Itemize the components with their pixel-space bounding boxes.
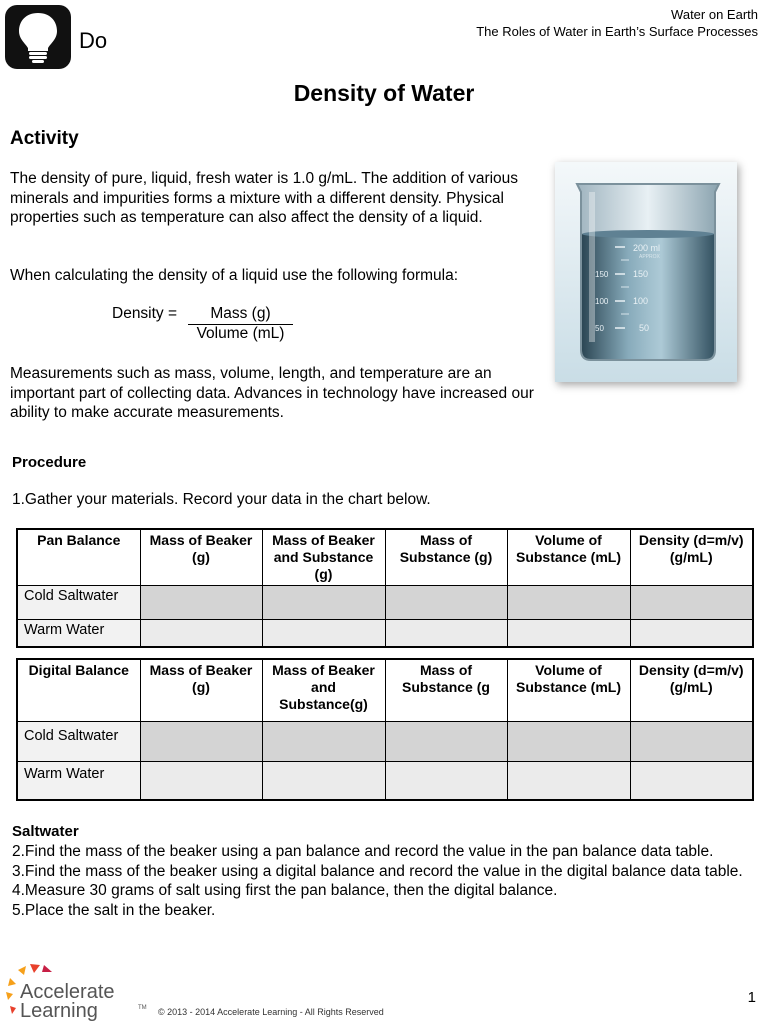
saltwater-step: 3.Find the mass of the beaker using a digital balance and record the value in the digital balance data table.	[12, 862, 743, 880]
procedure-step-1: 1.Gather your materials. Record your data in the chart below.	[12, 491, 431, 508]
data-cell[interactable]	[140, 761, 262, 800]
header-cell: Volume of Substance (mL)	[507, 529, 630, 586]
activity-paragraph-1: The density of pure, liquid, fresh water is 1.0 g/mL. The addition of various minerals and impurities forms a mixture with a different density. Physical properties such as temperature can also affect the density of a liquid.	[10, 170, 519, 226]
data-cell[interactable]	[262, 586, 385, 620]
formula-label: Density =	[112, 305, 178, 322]
digital-balance-table	[16, 658, 754, 801]
page-number: 1	[747, 989, 756, 1006]
data-cell[interactable]	[385, 721, 507, 761]
brand-line-1: Accelerate	[20, 981, 115, 1003]
data-cell[interactable]	[507, 721, 630, 761]
data-cell[interactable]	[630, 761, 753, 800]
header-cell: Pan Balance	[17, 529, 140, 586]
data-cell[interactable]	[262, 620, 385, 647]
brand-line-2: Learning	[20, 1000, 98, 1022]
row-label: Cold Saltwater	[17, 721, 140, 761]
lightbulb-icon	[5, 5, 71, 69]
data-cell[interactable]	[385, 761, 507, 800]
activity-heading: Activity	[10, 128, 79, 149]
procedure-heading: Procedure	[12, 454, 87, 471]
header-cell: Mass of Substance (g	[385, 659, 507, 721]
activity-paragraph-2: When calculating the density of a liquid use the following formula:	[10, 267, 459, 284]
row-label: Warm Water	[17, 620, 140, 647]
lesson-title: The Roles of Water in Earth’s Surface Processes	[476, 24, 758, 39]
saltwater-step: 2.Find the mass of the beaker using a pan balance and record the value in the pan balance data table.	[12, 843, 714, 860]
formula-denominator: Volume (mL)	[196, 325, 285, 342]
mark-150: 150	[633, 269, 649, 279]
header-cell: Density (d=m/v) (g/mL)	[630, 659, 753, 721]
data-cell[interactable]	[262, 761, 385, 800]
table-row	[17, 586, 753, 620]
do-label: Do	[79, 28, 108, 53]
data-cell[interactable]	[140, 620, 262, 647]
header-cell: Mass of Substance (g)	[385, 529, 507, 586]
data-cell[interactable]	[140, 721, 262, 761]
activity-paragraph-3: Measurements such as mass, volume, length, and temperature are an important part of collecting data. Advances in technology have increased our ability to make accurate measurements.	[10, 365, 534, 421]
header-cell: Density (d=m/v) (g/mL)	[630, 529, 753, 586]
data-cell[interactable]	[507, 586, 630, 620]
unit-title: Water on Earth	[671, 7, 758, 22]
data-cell[interactable]	[262, 721, 385, 761]
header-unit-info	[476, 6, 758, 40]
data-cell[interactable]	[140, 586, 262, 620]
header-cell: Volume of Substance (mL)	[507, 659, 630, 721]
trademark: TM	[138, 1005, 147, 1011]
data-cell[interactable]	[630, 586, 753, 620]
header-cell: Mass of Beaker (g)	[140, 529, 262, 586]
data-cell[interactable]	[630, 721, 753, 761]
header-cell: Digital Balance	[17, 659, 140, 721]
header-cell: Mass of Beaker (g)	[140, 659, 262, 721]
mark-100: 100	[633, 296, 649, 306]
formula-numerator: Mass (g)	[188, 305, 293, 325]
table-row	[17, 761, 753, 800]
row-label: Cold Saltwater	[17, 586, 140, 620]
pan-balance-table	[16, 528, 754, 648]
accelerate-learning-logo	[4, 962, 154, 1022]
data-cell[interactable]	[385, 586, 507, 620]
left-mark-100: 100	[595, 297, 609, 306]
table-row	[17, 620, 753, 647]
saltwater-step: 5.Place the salt in the beaker.	[12, 901, 216, 919]
saltwater-steps	[12, 842, 752, 920]
data-cell[interactable]	[507, 620, 630, 647]
copyright-text: © 2013 - 2014 Accelerate Learning - All Rights Reserved	[158, 1007, 384, 1017]
page-title: Density of Water	[293, 80, 475, 106]
left-mark-50: 50	[595, 324, 604, 333]
data-cell[interactable]	[507, 761, 630, 800]
data-cell[interactable]	[630, 620, 753, 647]
left-mark-150: 150	[595, 270, 609, 279]
beaker-photo	[555, 162, 737, 382]
data-cell[interactable]	[385, 620, 507, 647]
saltwater-step: 4.Measure 30 grams of salt using first the pan balance, then the digital balance.	[12, 882, 558, 899]
saltwater-heading: Saltwater	[12, 823, 79, 840]
lightbulb-logo	[5, 5, 71, 69]
mark-approx: APPROX	[639, 254, 660, 260]
header-cell: Mass of Beaker and Substance(g)	[262, 659, 385, 721]
mark-50: 50	[639, 323, 650, 333]
row-label: Warm Water	[17, 761, 140, 800]
header-cell: Mass of Beaker and Substance (g)	[262, 529, 385, 586]
mark-200: 200 ml	[633, 243, 661, 253]
table-row	[17, 721, 753, 761]
